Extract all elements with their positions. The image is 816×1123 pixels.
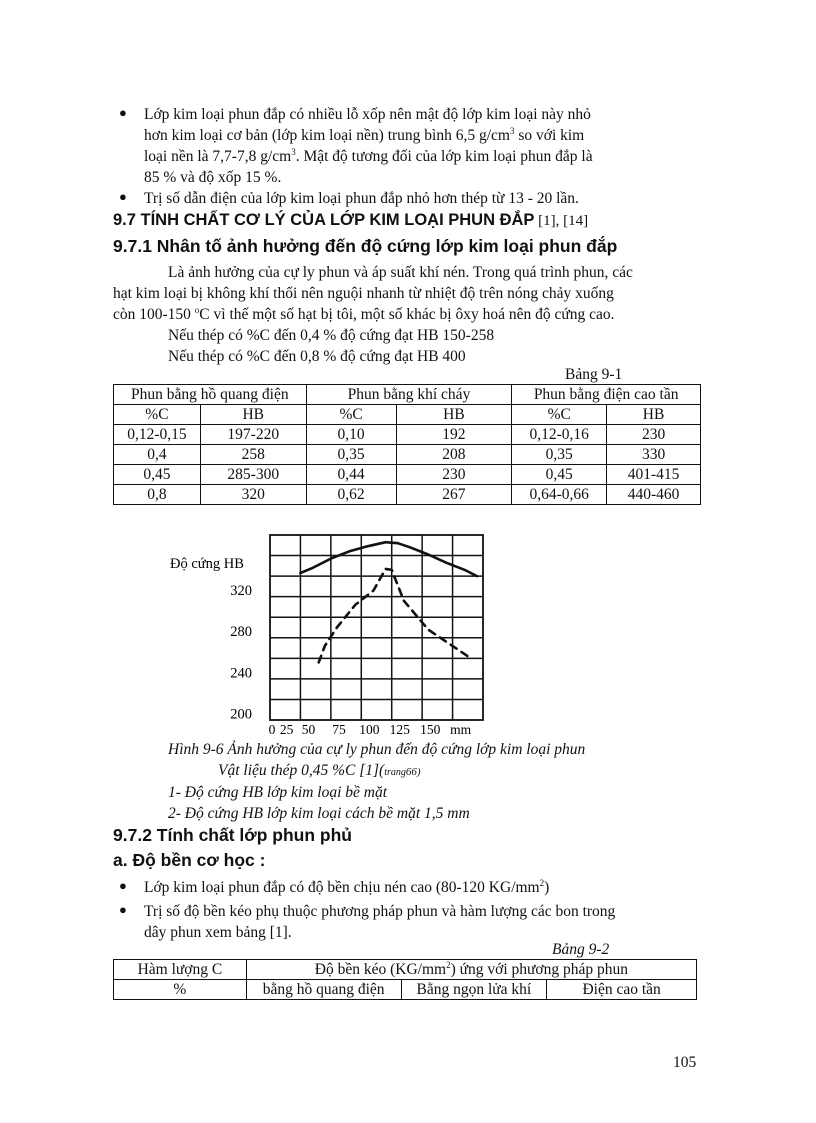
paragraph-line-2: hạt kim loại bị không khí thổi nên nguội nhanh từ nhiệt độ trên nóng chảy xuống bbox=[113, 285, 614, 302]
table-cell: 0,64-0,66 bbox=[512, 485, 607, 505]
paragraph-line-5: Nếu thép có %C đến 0,8 % độ cứng đạt HB 400 bbox=[168, 348, 466, 365]
table1-subheader: %C bbox=[306, 405, 396, 425]
y-tick-label: 280 bbox=[230, 624, 252, 641]
x-tick-label: 0 bbox=[268, 722, 276, 737]
table-cell: 0,62 bbox=[306, 485, 396, 505]
x-tick-label: 75 bbox=[332, 722, 346, 737]
series-line-2 bbox=[319, 569, 471, 663]
table1-group-header: Phun bằng hồ quang điện bbox=[114, 385, 307, 405]
table-cell: Bằng ngọn lửa khí bbox=[401, 980, 547, 1000]
x-tick-label: 100 bbox=[359, 722, 380, 737]
y-tick-label: 240 bbox=[230, 665, 252, 682]
bullet-4-line-1: Trị số độ bền kéo phụ thuộc phương pháp phun và hàm lượng các bon trong bbox=[144, 903, 616, 920]
table-9-1 bbox=[113, 384, 701, 505]
table-cell: 0,4 bbox=[114, 445, 201, 465]
x-tick-label: 25 bbox=[279, 722, 294, 737]
table1-subheader: %C bbox=[512, 405, 607, 425]
page-number: 105 bbox=[673, 1054, 697, 1071]
table1-subheader: HB bbox=[200, 405, 306, 425]
x-tick-label: 150 bbox=[420, 722, 441, 737]
table-cell: 0,35 bbox=[512, 445, 607, 465]
figure-caption-line-1: Hình 9-6 Ảnh hưởng của cự ly phun đến độ cứng lớp kim loại phun bbox=[168, 741, 586, 758]
table-cell: 0,8 bbox=[114, 485, 201, 505]
table-cell: 230 bbox=[607, 425, 701, 445]
table1-caption: Bảng 9-1 bbox=[565, 366, 623, 383]
paragraph-line-3: còn 100-150 $^o$C vì thế một số hạt bị tôi, một số khác bị ôxy hoá nên độ cứng cao. bbox=[113, 304, 615, 323]
table-cell: 440-460 bbox=[607, 485, 701, 505]
bullet-1-line-4: 85 % và độ xốp 15 %. bbox=[144, 169, 282, 186]
paragraph-line-1: Là ảnh hưởng của cự ly phun và áp suất khí nén. Trong quá trình phun, các bbox=[168, 264, 633, 281]
table-cell: 208 bbox=[396, 445, 512, 465]
table-row bbox=[114, 465, 701, 485]
table-cell: 197-220 bbox=[200, 425, 306, 445]
table-cell: % bbox=[114, 980, 247, 1000]
x-tick-label: 50 bbox=[301, 722, 316, 737]
bullet-1-line-3: loại nền là 7,7-7,8 $g/cm^3$. Mật độ tương đối của lớp kim loại phun đắp là bbox=[144, 146, 593, 165]
table2-header-strength: Độ bền kéo $(KG/mm^2)$ ứng với phương pháp phun bbox=[246, 960, 696, 980]
table1-group-header: Phun bằng điện cao tần bbox=[512, 385, 701, 405]
chart-lines bbox=[300, 542, 477, 662]
x-tick-label: 125 bbox=[389, 722, 410, 737]
y-tick-label: 200 bbox=[230, 706, 252, 723]
table-cell: 192 bbox=[396, 425, 512, 445]
table-cell: 258 bbox=[200, 445, 306, 465]
hardness-chart bbox=[150, 520, 520, 740]
table-cell: 320 bbox=[200, 485, 306, 505]
table2-caption: Bảng 9-2 bbox=[552, 941, 610, 958]
table-cell: 267 bbox=[396, 485, 512, 505]
table-cell: 0,45 bbox=[114, 465, 201, 485]
table-cell: 0,12-0,15 bbox=[114, 425, 201, 445]
figure-caption-line-2: Vật liệu thép 0,45 %C [1](trang66) bbox=[218, 762, 421, 779]
section-heading-a: a. Độ bền cơ học : bbox=[113, 850, 266, 870]
table-row bbox=[114, 445, 701, 465]
table-cell: 285-300 bbox=[200, 465, 306, 485]
section-heading-9-7-2: 9.7.2 Tính chất lớp phun phủ bbox=[113, 825, 352, 845]
bullet-1-line-2: hơn kim loại cơ bản (lớp kim loại nền) trung bình 6,5 $g/cm^3$ so với kim bbox=[144, 125, 585, 144]
table-cell: bằng hồ quang điện bbox=[246, 980, 401, 1000]
bullet-1-line-1: Lớp kim loại phun đắp có nhiều lỗ xốp nên mật độ lớp kim loại này nhỏ bbox=[144, 106, 591, 123]
chart-x-ticks bbox=[269, 722, 472, 737]
table-cell: 0,45 bbox=[512, 465, 607, 485]
chart-frame bbox=[270, 535, 483, 720]
section-heading-9-7: 9.7 TÍNH CHẤT CƠ LÝ CỦA LỚP KIM LOẠI PHUN ĐẮP [1], [14] bbox=[113, 211, 589, 229]
table-cell: 0,35 bbox=[306, 445, 396, 465]
figure-legend-2: 2- Độ cứng HB lớp kim loại cách bề mặt 1,5 mm bbox=[168, 805, 470, 822]
bullet-dot: ● bbox=[119, 105, 127, 120]
table2-header-carbon: Hàm lượng C bbox=[114, 960, 247, 980]
table-cell: 330 bbox=[607, 445, 701, 465]
table-cell: 0,10 bbox=[306, 425, 396, 445]
table1-group-header: Phun bằng khí cháy bbox=[306, 385, 512, 405]
table1-subheader: HB bbox=[607, 405, 701, 425]
chart-grid bbox=[270, 535, 483, 720]
bullet-dot: ● bbox=[119, 189, 127, 204]
paragraph-line-4: Nếu thép có %C đến 0,4 % độ cứng đạt HB 150-258 bbox=[168, 327, 495, 344]
bullet-2: Trị số dẫn điện của lớp kim loại phun đắp nhỏ hơn thép từ 13 - 20 lần. bbox=[144, 190, 579, 207]
bullet-dot: ● bbox=[119, 878, 127, 893]
table-cell: 0,12-0,16 bbox=[512, 425, 607, 445]
bullet-4-line-2: dây phun xem bảng [1]. bbox=[144, 924, 292, 941]
table-cell: 230 bbox=[396, 465, 512, 485]
table-cell: 0,44 bbox=[306, 465, 396, 485]
table-9-2 bbox=[113, 959, 697, 1000]
table-row bbox=[114, 980, 697, 1000]
table-row bbox=[114, 485, 701, 505]
series-line-1 bbox=[300, 542, 477, 576]
y-tick-label: 320 bbox=[230, 583, 252, 600]
figure-legend-1: 1- Độ cứng HB lớp kim loại bề mặt bbox=[168, 784, 388, 801]
bullet-3: Lớp kim loại phun đắp có độ bền chịu nén cao (80-120 $KG/mm^2$) bbox=[144, 877, 550, 896]
table-cell: 401-415 bbox=[607, 465, 701, 485]
table1-subheader: %C bbox=[114, 405, 201, 425]
table1-subheader: HB bbox=[396, 405, 512, 425]
x-tick-label: mm bbox=[450, 722, 472, 737]
chart-y-ticks bbox=[230, 583, 252, 722]
chart-y-label: Độ cứng HB bbox=[170, 556, 244, 572]
bullet-dot: ● bbox=[119, 902, 127, 917]
section-heading-9-7-1: 9.7.1 Nhân tố ảnh hưởng đến độ cứng lớp kim loại phun đắp bbox=[113, 236, 618, 256]
table-row bbox=[114, 425, 701, 445]
table-cell: Điện cao tần bbox=[547, 980, 697, 1000]
